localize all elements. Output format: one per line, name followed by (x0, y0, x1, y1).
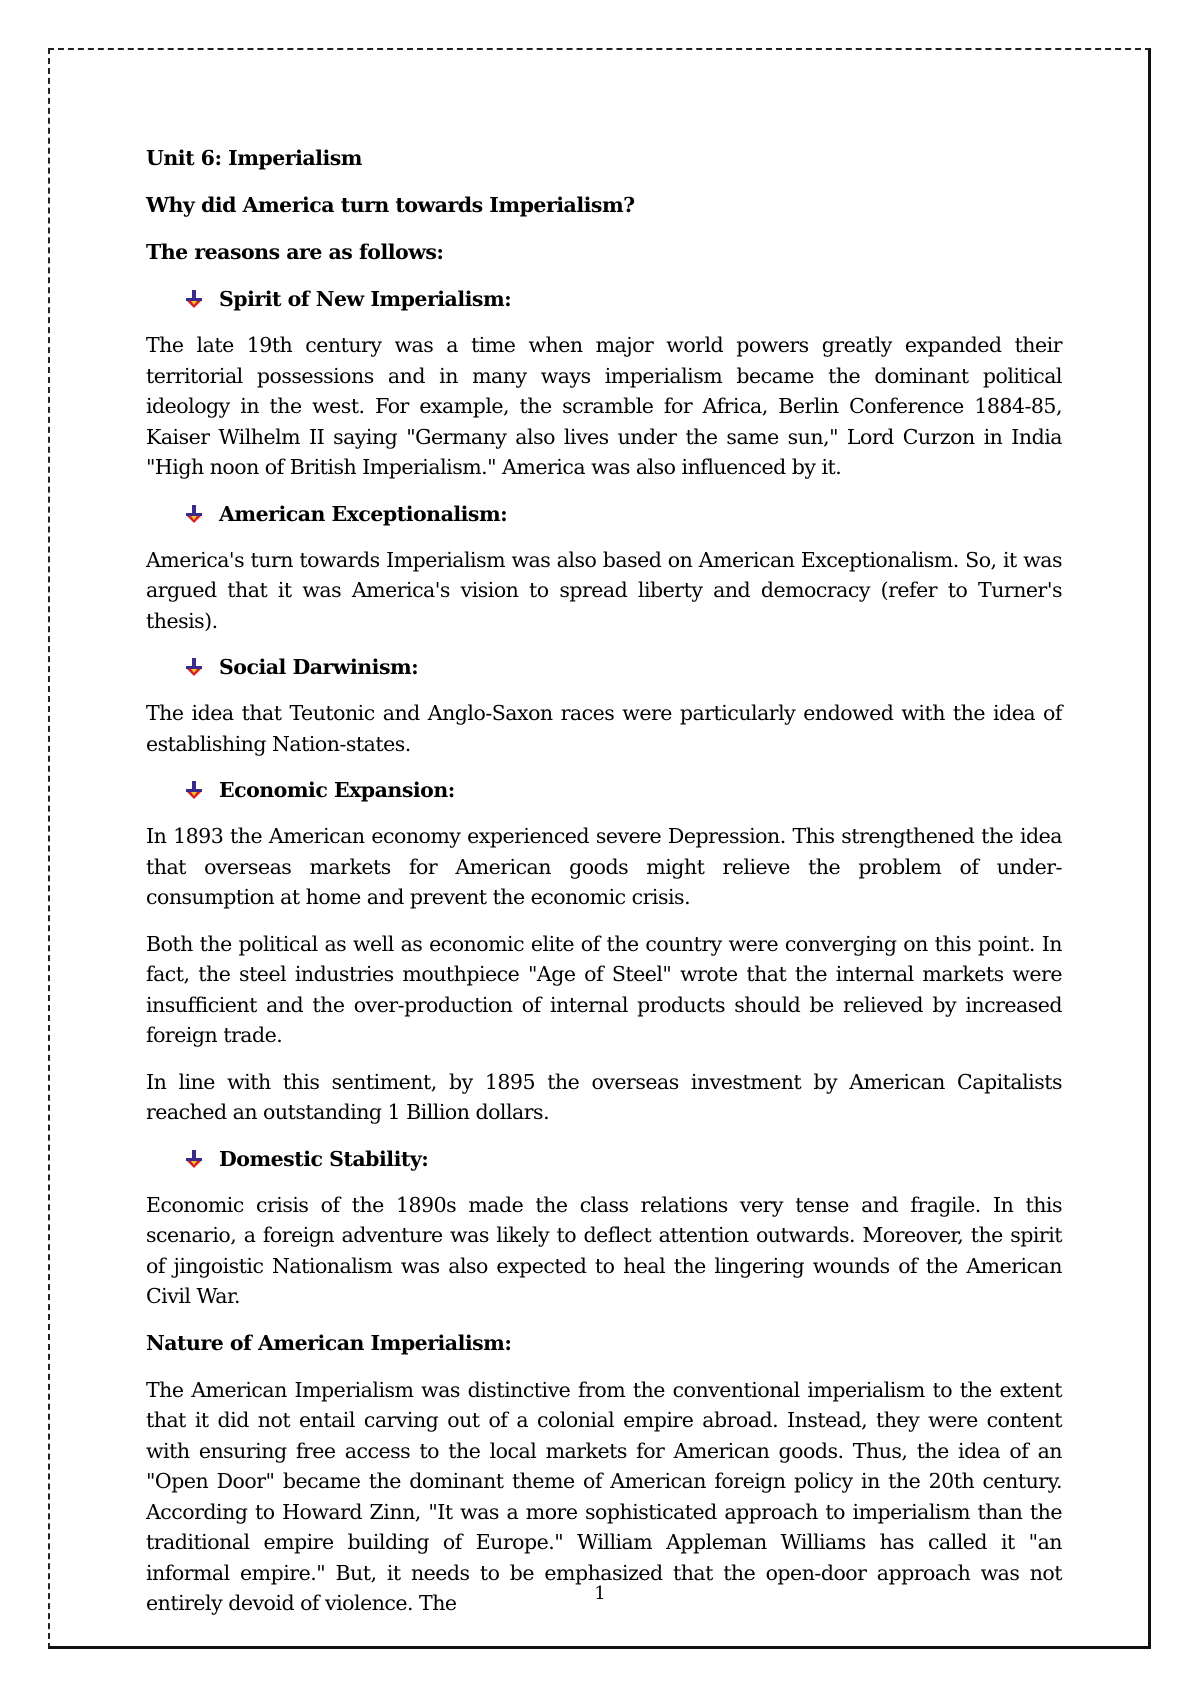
section-heading (184, 1144, 1062, 1174)
section-heading-text: Social Darwinism: (219, 655, 419, 679)
paragraph: America's turn towards Imperialism was also based on American Exceptionalism. So, it was argued that it was America's vision to spread liberty and democracy (refer to Turner's thesis). (146, 547, 1062, 633)
section-heading-text: Economic Expansion: (219, 778, 455, 802)
paragraph: Economic crisis of the 1890s made the class relations very tense and fragile. In this scenario, a foreign adventure was likely to deflect attention outwards. Moreover, the spirit of jingoistic Nationalism was also expected to heal the lingering wounds of the American Civil War. (146, 1192, 1062, 1308)
arrow-down-bullet-icon (184, 504, 204, 524)
section-heading-text: Domestic Stability: (219, 1146, 429, 1171)
section-heading (184, 284, 1062, 314)
section-heading-text: Spirit of New Imperialism: (219, 287, 512, 311)
document-body (146, 143, 1062, 1635)
paragraph: The American Imperialism was distinctive from the conventional imperialism to the extent that it did not entail carving out of a colonial empire abroad. Instead, they were content with ensuring free access to the local markets for American goods. Thus, the idea of an "Open Door" became the dominant theme of American foreign policy in the 20th century. According to Howard Zinn, "It was a more sophisticated approach to imperialism than the traditional empire building of Europe." William Appleman Williams has called it "an informal empire." But, it needs to be emphasized that the open-door approach was not entirely devoid of violence. The (146, 1377, 1062, 1615)
section-heading (184, 652, 1062, 682)
paragraph: In 1893 the American economy experienced severe Depression. This strengthened the idea that overseas markets for American goods might relieve the problem of under- consumption at home and prevent the economic crisis. (146, 824, 1062, 909)
arrow-down-bullet-icon (184, 289, 204, 309)
paragraph: The late 19th century was a time when major world powers greatly expanded their territorial possessions and in many ways imperialism became the dominant political ideology in the west. For example, the scramble for Africa, Berlin Conference 1884-85, Kaiser Wilhelm II saying "Germany also lives under the same sun," Lord Curzon in India "High noon of British Imperialism." America was also influenced by it. (146, 333, 1062, 479)
section-heading (184, 499, 1062, 529)
arrow-down-bullet-icon (184, 780, 204, 800)
arrow-down-bullet-icon (184, 1149, 204, 1169)
question-heading: Why did America turn towards Imperialism? (146, 193, 635, 217)
arrow-down-bullet-icon (184, 657, 204, 677)
unit-title: Unit 6: Imperialism (146, 146, 362, 170)
paragraph: Both the political as well as economic elite of the country were converging on this point. In fact, the steel industries mouthpiece "Age of Steel" wrote that the internal markets were insufficient and the over-production of internal products should be relieved by increased foreign trade. (146, 931, 1062, 1047)
section-heading-text: American Exceptionalism: (219, 501, 508, 526)
section-heading (184, 775, 1062, 805)
reasons-intro: The reasons are as follows: (146, 240, 444, 264)
nature-heading: Nature of American Imperialism: (146, 1330, 512, 1355)
page-number: 1 (594, 1583, 606, 1604)
paragraph: In line with this sentiment, by 1895 the overseas investment by American Capitalists reached an outstanding 1 Billion dollars. (146, 1069, 1062, 1124)
paragraph: The idea that Teutonic and Anglo-Saxon races were particularly endowed with the idea of establishing Nation-states. (146, 701, 1062, 756)
